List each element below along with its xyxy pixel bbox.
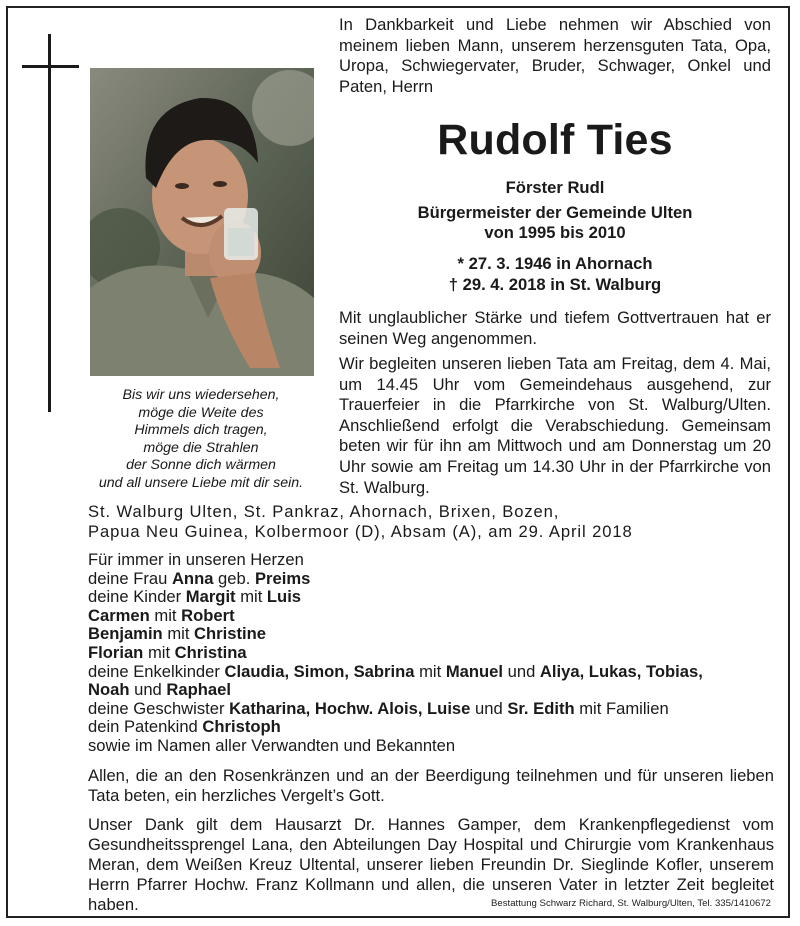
family-children: deine Kinder Margit mit Luis bbox=[88, 587, 302, 607]
poem-line: und all unsere Liebe mit dir sein. bbox=[98, 474, 304, 491]
deceased-name: Rudolf Ties bbox=[437, 116, 673, 164]
office-line-2: von 1995 bis 2010 bbox=[484, 223, 626, 242]
poem-line: Bis wir uns wiedersehen, bbox=[122, 387, 280, 403]
death-date: † 29. 4. 2018 in St. Walburg bbox=[448, 275, 662, 294]
family-grandchildren-cont: Noah und Raphael bbox=[88, 680, 231, 700]
family-godchild: dein Patenkind Christoph bbox=[88, 717, 281, 737]
funeral-paragraph: Wir begleiten unseren lieben Tata am Freitag, dem 4. Mai, um 14.45 Uhr vom Gemeindehaus ausgehend, zur Trauerfeier in die Pfarrkirche von St. Walburg/Ulten. Anschließend erfolgt die Verabschiedung. Gemeinsam beten wir für ihn am Mittwoch und am Donnerstag um 20 Uhr sowie am Freitag um 14.30 Uhr in der Pfarrkirche von St. Walburg. bbox=[339, 354, 771, 497]
poem-line: möge die Weite des bbox=[138, 404, 264, 421]
portrait-photo bbox=[90, 68, 314, 376]
thanks-paragraph-1: Allen, die an den Rosenkränzen und an der Beerdigung teilnehmen und für unseren lieben Tata beten, ein herzliches Vergelt’s Gott. bbox=[88, 766, 774, 806]
poem-line: der Sonne dich wärmen bbox=[126, 457, 276, 474]
nickname: Förster Rudl bbox=[505, 178, 605, 197]
places-line-2: Papua Neu Guinea, Kolbermoor (D), Absam (A), am 29. April 2018 bbox=[88, 522, 633, 542]
poem-line: möge die Strahlen bbox=[143, 439, 259, 456]
places-line-1: St. Walburg Ulten, St. Pankraz, Ahornach, Brixen, Bozen, bbox=[88, 502, 560, 521]
cross-icon bbox=[48, 34, 51, 412]
birth-date: * 27. 3. 1946 in Ahornach bbox=[457, 254, 653, 273]
family-relatives: sowie im Namen aller Verwandten und Bekannten bbox=[88, 735, 456, 755]
family-siblings: deine Geschwister Katharina, Hochw. Alois, Luise und Sr. Edith mit Familien bbox=[88, 698, 669, 718]
intro-text: In Dankbarkeit und Liebe nehmen wir Abschied von meinem lieben Mann, unserem herzensguten Tata, Opa, Uropa, Schwiegervater, Bruder, Schwager, Onkel und Paten, Herrn bbox=[339, 15, 771, 96]
family-list bbox=[88, 551, 774, 756]
poem bbox=[76, 387, 326, 493]
family-child: Florian mit Christina bbox=[88, 642, 247, 662]
family-heading: Für immer in unseren Herzen bbox=[88, 550, 304, 569]
family-grandchildren: deine Enkelkinder Claudia, Simon, Sabrina mit Manuel und Aliya, Lukas, Tobias, bbox=[88, 661, 703, 681]
thanks-paragraph-2: Unser Dank gilt dem Hausarzt Dr. Hannes Gamper, dem Krankenpflegedienst vom Gesundheitssprengel Lana, den Abteilungen Day Hospital und Chirurgie vom Krankenhaus Meran, dem Weißen Kreuz Ultental, unserer lieben Freundin Dr. Sieglinde Kofler, unserem Herrn Pfarrer Hochw. Franz Kollmann und allen, die unseren Vater in letzter Zeit begleitet haben. bbox=[88, 815, 774, 915]
office-line-1: Bürgermeister der Gemeinde Ulten bbox=[417, 203, 693, 222]
family-wife: deine Frau Anna geb. Preims bbox=[88, 568, 311, 588]
poem-line: Himmels dich tragen, bbox=[134, 422, 268, 439]
strength-paragraph: Mit unglaublicher Stärke und tiefem Gottvertrauen hat er seinen Weg angenommen. bbox=[339, 308, 771, 348]
places-and-date bbox=[88, 502, 774, 542]
family-child: Benjamin mit Christine bbox=[88, 624, 266, 644]
cross-icon-bar bbox=[22, 65, 79, 68]
family-child: Carmen mit Robert bbox=[88, 605, 235, 625]
funeral-home-footer: Bestattung Schwarz Richard, St. Walburg/Ulten, Tel. 335/1410672 bbox=[491, 898, 771, 909]
